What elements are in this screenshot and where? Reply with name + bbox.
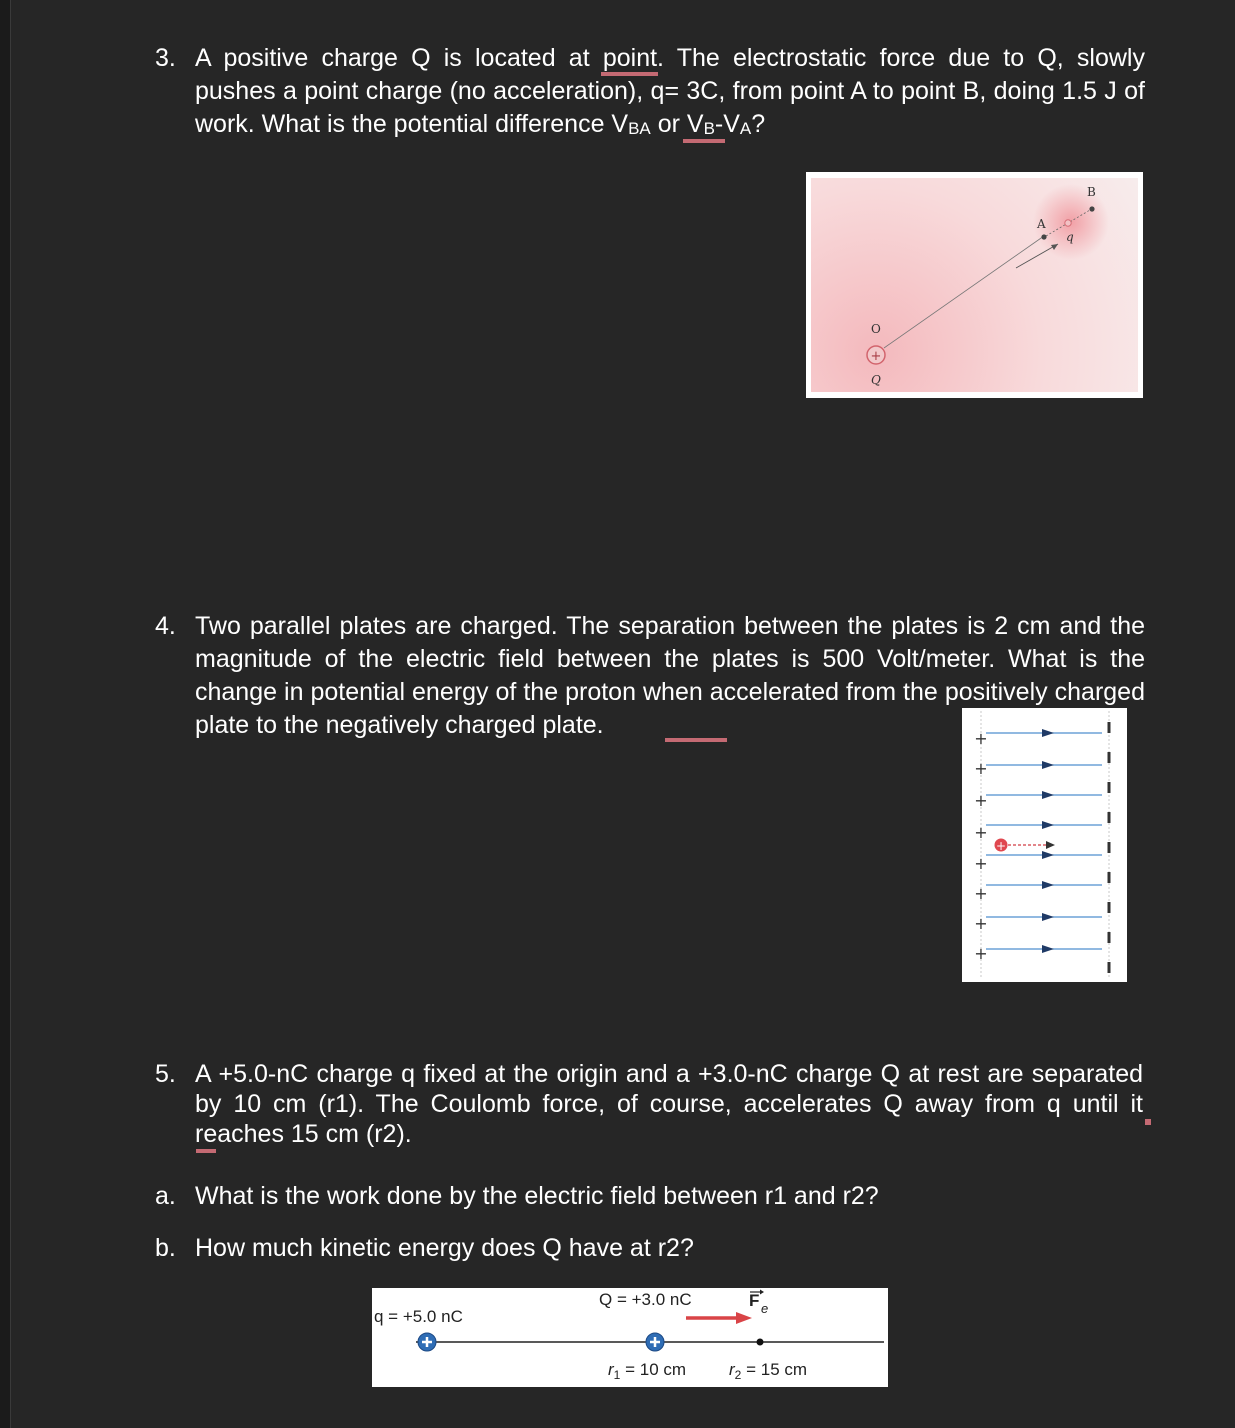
question-5a-label: a. [155,1182,176,1210]
svg-text:+: + [995,839,1007,853]
svg-text:+: + [974,729,988,748]
svg-text:+: + [974,823,988,842]
Q-label: Q = +3.0 nC [599,1290,692,1309]
question-5b-text: How much kinetic energy does Q have at r2? [195,1234,694,1262]
svg-text:+: + [974,884,988,903]
question-3-text: A positive charge Q is located at point. The electrostatic force due to Q, slowly pushes a point charge (no acceleration), q= 3C, from point A to point B, doing 1.5 J of work. What is the potential difference VBA or VB-VA? [195,44,1145,138]
left-margin-bar [0,0,11,1428]
question-4-number: 4. [155,612,176,640]
label-b: B [1087,185,1096,199]
negative-charges [1108,722,1111,973]
label-o: O [871,322,881,336]
plus-sign: + [870,349,882,364]
svg-text:+: + [974,759,988,778]
question-5-number: 5. [155,1060,176,1088]
svg-text:r2 = 15 cm: $r_2 = 15$ cm [729,1360,808,1382]
question-5b-label: b. [155,1234,176,1262]
spellcheck-underline [1145,1119,1151,1125]
force-label-subscript: e [761,1301,769,1316]
point-r2 [757,1339,764,1346]
question-5a [155,1180,1145,1213]
spellcheck-underline [683,139,725,143]
question-5b [155,1232,1145,1265]
spellcheck-underline [196,1149,216,1153]
svg-text:+: + [974,914,988,933]
point-charge-figure [806,172,1143,398]
coulomb-force-figure [372,1288,888,1387]
question-3 [155,42,1145,145]
svg-text:+: + [974,791,988,810]
question-5a-text: What is the work done by the electric field between r1 and r2? [195,1182,879,1210]
parallel-plates-figure [962,708,1127,982]
spellcheck-underline [601,72,658,76]
label-a: A [1037,217,1046,231]
test-charge-q [1065,220,1071,226]
svg-text:+: + [974,944,988,963]
svg-text:+: + [974,854,988,873]
point-b-dot [1089,206,1094,211]
label-q: q [1066,230,1074,244]
r2-label [729,1360,807,1382]
point-a-dot [1041,234,1046,239]
svg-text:r1 = 10 cm: $r_1 = 10$ cm [608,1360,687,1382]
label-Q: Q [871,373,881,387]
question-5-text: A +5.0-nC charge q fixed at the origin and a +3.0-nC charge Q at rest are separated by 10 cm (r1). The Coulomb force, of course, accelerates Q away from q until it reaches 15 cm (r2). [195,1060,1143,1148]
q-label: q = +5.0 nC [374,1307,463,1326]
question-3-number: 3. [155,44,176,72]
r1-label [608,1360,686,1382]
force-label: F [749,1291,760,1310]
question-5 [155,1059,1143,1149]
spellcheck-underline [665,738,727,742]
question-4-text: Two parallel plates are charged. The separation between the plates is 2 cm and the magnitude of the electric field between the plates is 500 Volt/meter. What is the change in potential energy of the proton when accelerated from the positively charged plate to the negatively charged plate. [195,612,1145,739]
